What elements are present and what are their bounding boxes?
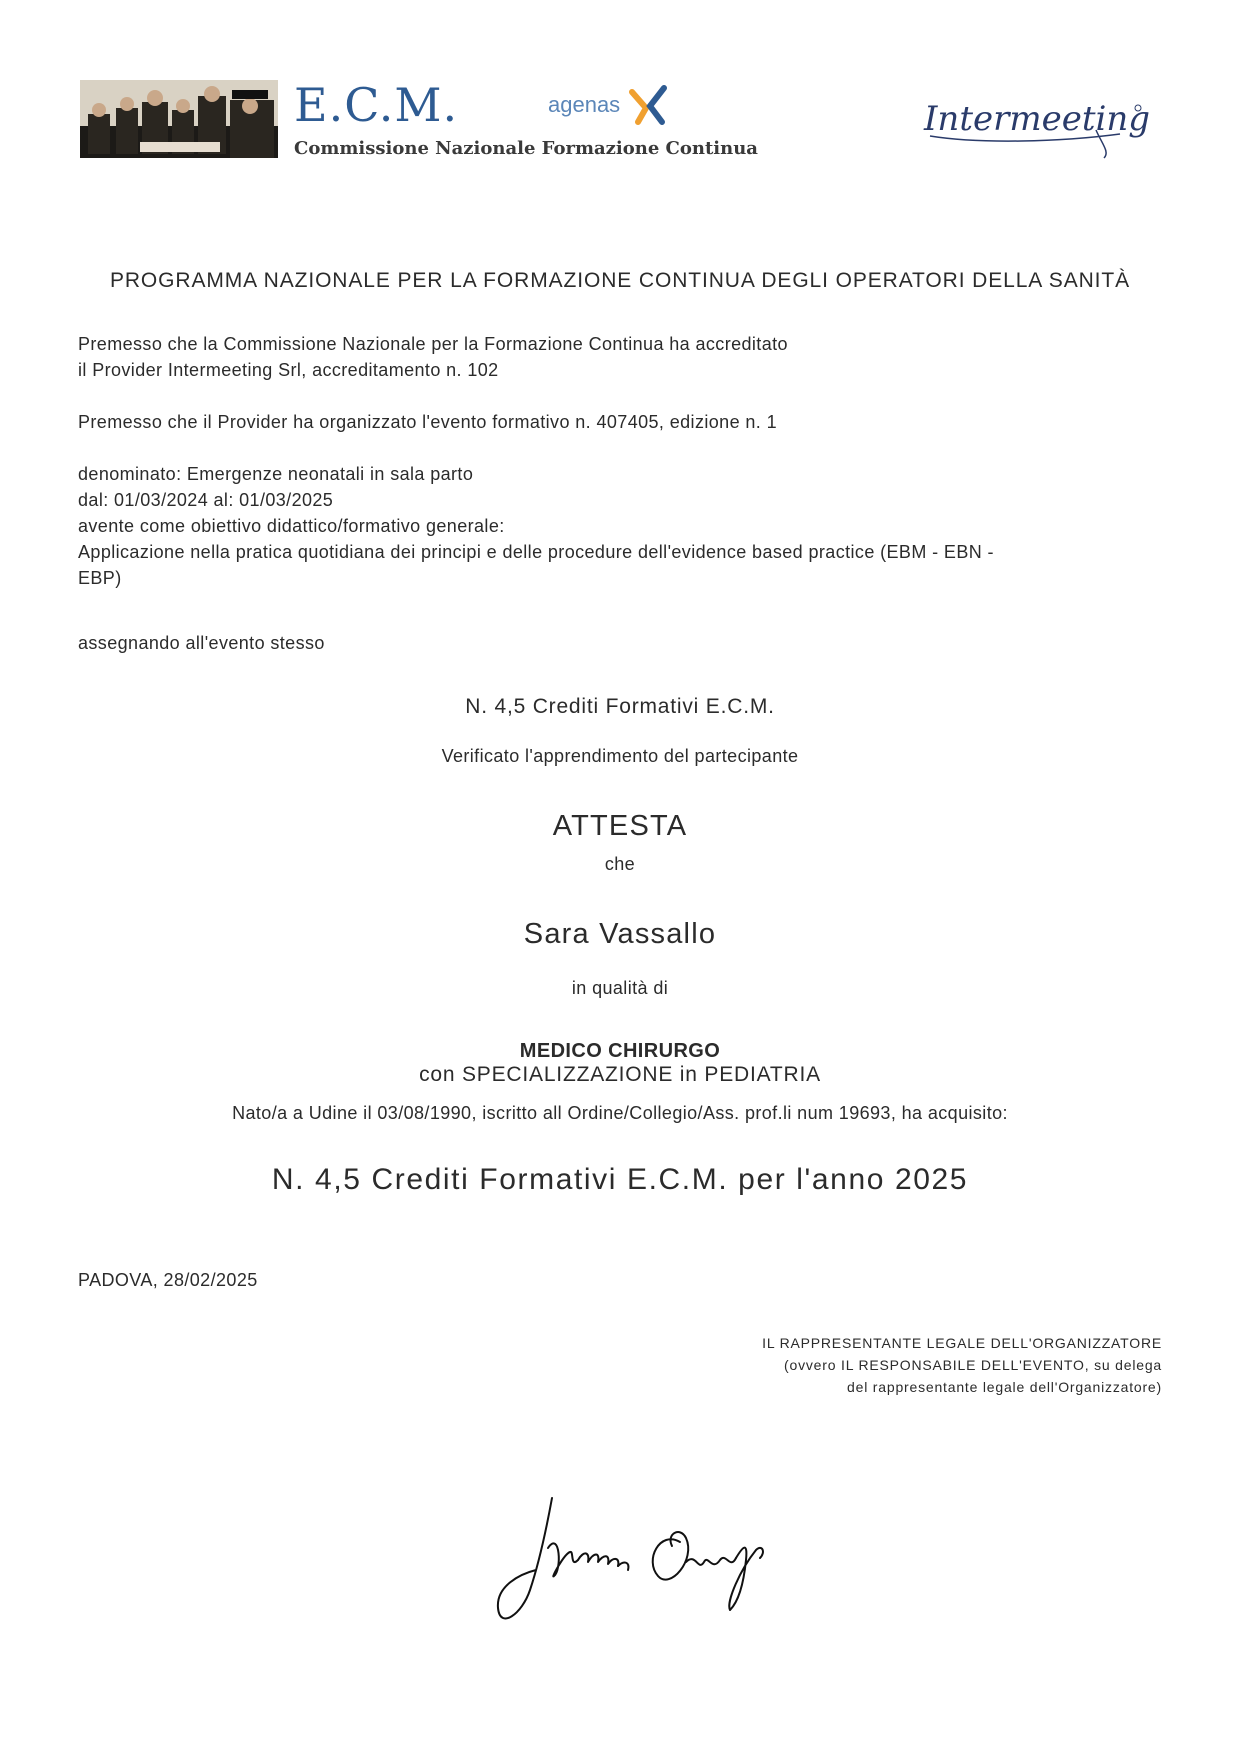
che-text: che [604,854,636,874]
ecm-logo-title: E.C.M. [294,78,459,132]
birth-registration-line: Nato/a a Udine il 03/08/1990, iscritto all Ordine/Collegio/Ass. prof.li num 19693, ha acquisito: [232,1103,1008,1123]
attesta-heading: ATTESTA [552,810,688,842]
specialization: con SPECIALIZZAZIONE in PEDIATRIA [419,1063,821,1086]
verified-text: Verificato l'apprendimento del partecipante [441,746,799,766]
place-date: PADOVA, 28/02/2025 [78,1270,258,1290]
event-dates: dal: 01/03/2024 al: 01/03/2025 [78,490,334,510]
in-qualita-text: in qualità di [571,978,669,998]
credits-awarded: N. 4,5 Crediti Formativi E.C.M. per l'anno 2025 [271,1163,969,1196]
participant-name: Sara Vassallo [523,918,717,950]
signature-block [762,1332,1162,1398]
program-title: PROGRAMMA NAZIONALE PER LA FORMAZIONE CONTINUA DEGLI OPERATORI DELLA SANITÀ [109,269,1131,292]
premise-1-line-1: Premesso che la Commissione Nazionale per la Formazione Continua ha accreditato [78,334,788,354]
svg-text:Intermeeting: Intermeeting [924,99,1150,139]
handwritten-signature [490,1490,790,1630]
agenas-logo-mark [628,84,670,126]
anatomy-lesson-painting [80,80,278,158]
event-credits: N. 4,5 Crediti Formativi E.C.M. [465,695,775,718]
premise-2: Premesso che il Provider ha organizzato l'evento formativo n. 407405, edizione n. 1 [78,412,778,432]
event-objective-line-1: Applicazione nella pratica quotidiana dei principi e delle procedure dell'evidence based practice (EBM - EBN - [78,542,994,562]
signature-block-line-2: (ovvero IL RESPONSABILE DELL'EVENTO, su delega [784,1357,1162,1373]
profession: MEDICO CHIRURGO [519,1040,721,1062]
event-name: denominato: Emergenze neonatali in sala parto [78,464,474,484]
event-objective-line-2: EBP) [78,568,122,588]
ecm-logo-subtitle: Commissione Nazionale Formazione Continua [294,138,758,159]
agenas-logo-text: agenas [548,92,621,117]
signature-block-line-1: IL RAPPRESENTANTE LEGALE DELL'ORGANIZZATORE [762,1335,1162,1351]
event-objective-label: avente come obiettivo didattico/formativo generale: [78,516,505,536]
assigning-text: assegnando all'evento stesso [78,633,325,653]
intermeeting-logo [920,86,1150,160]
premise-1-line-2: il Provider Intermeeting Srl, accreditamento n. 102 [78,360,499,380]
signature-block-line-3: del rappresentante legale dell'Organizzatore) [847,1379,1162,1395]
